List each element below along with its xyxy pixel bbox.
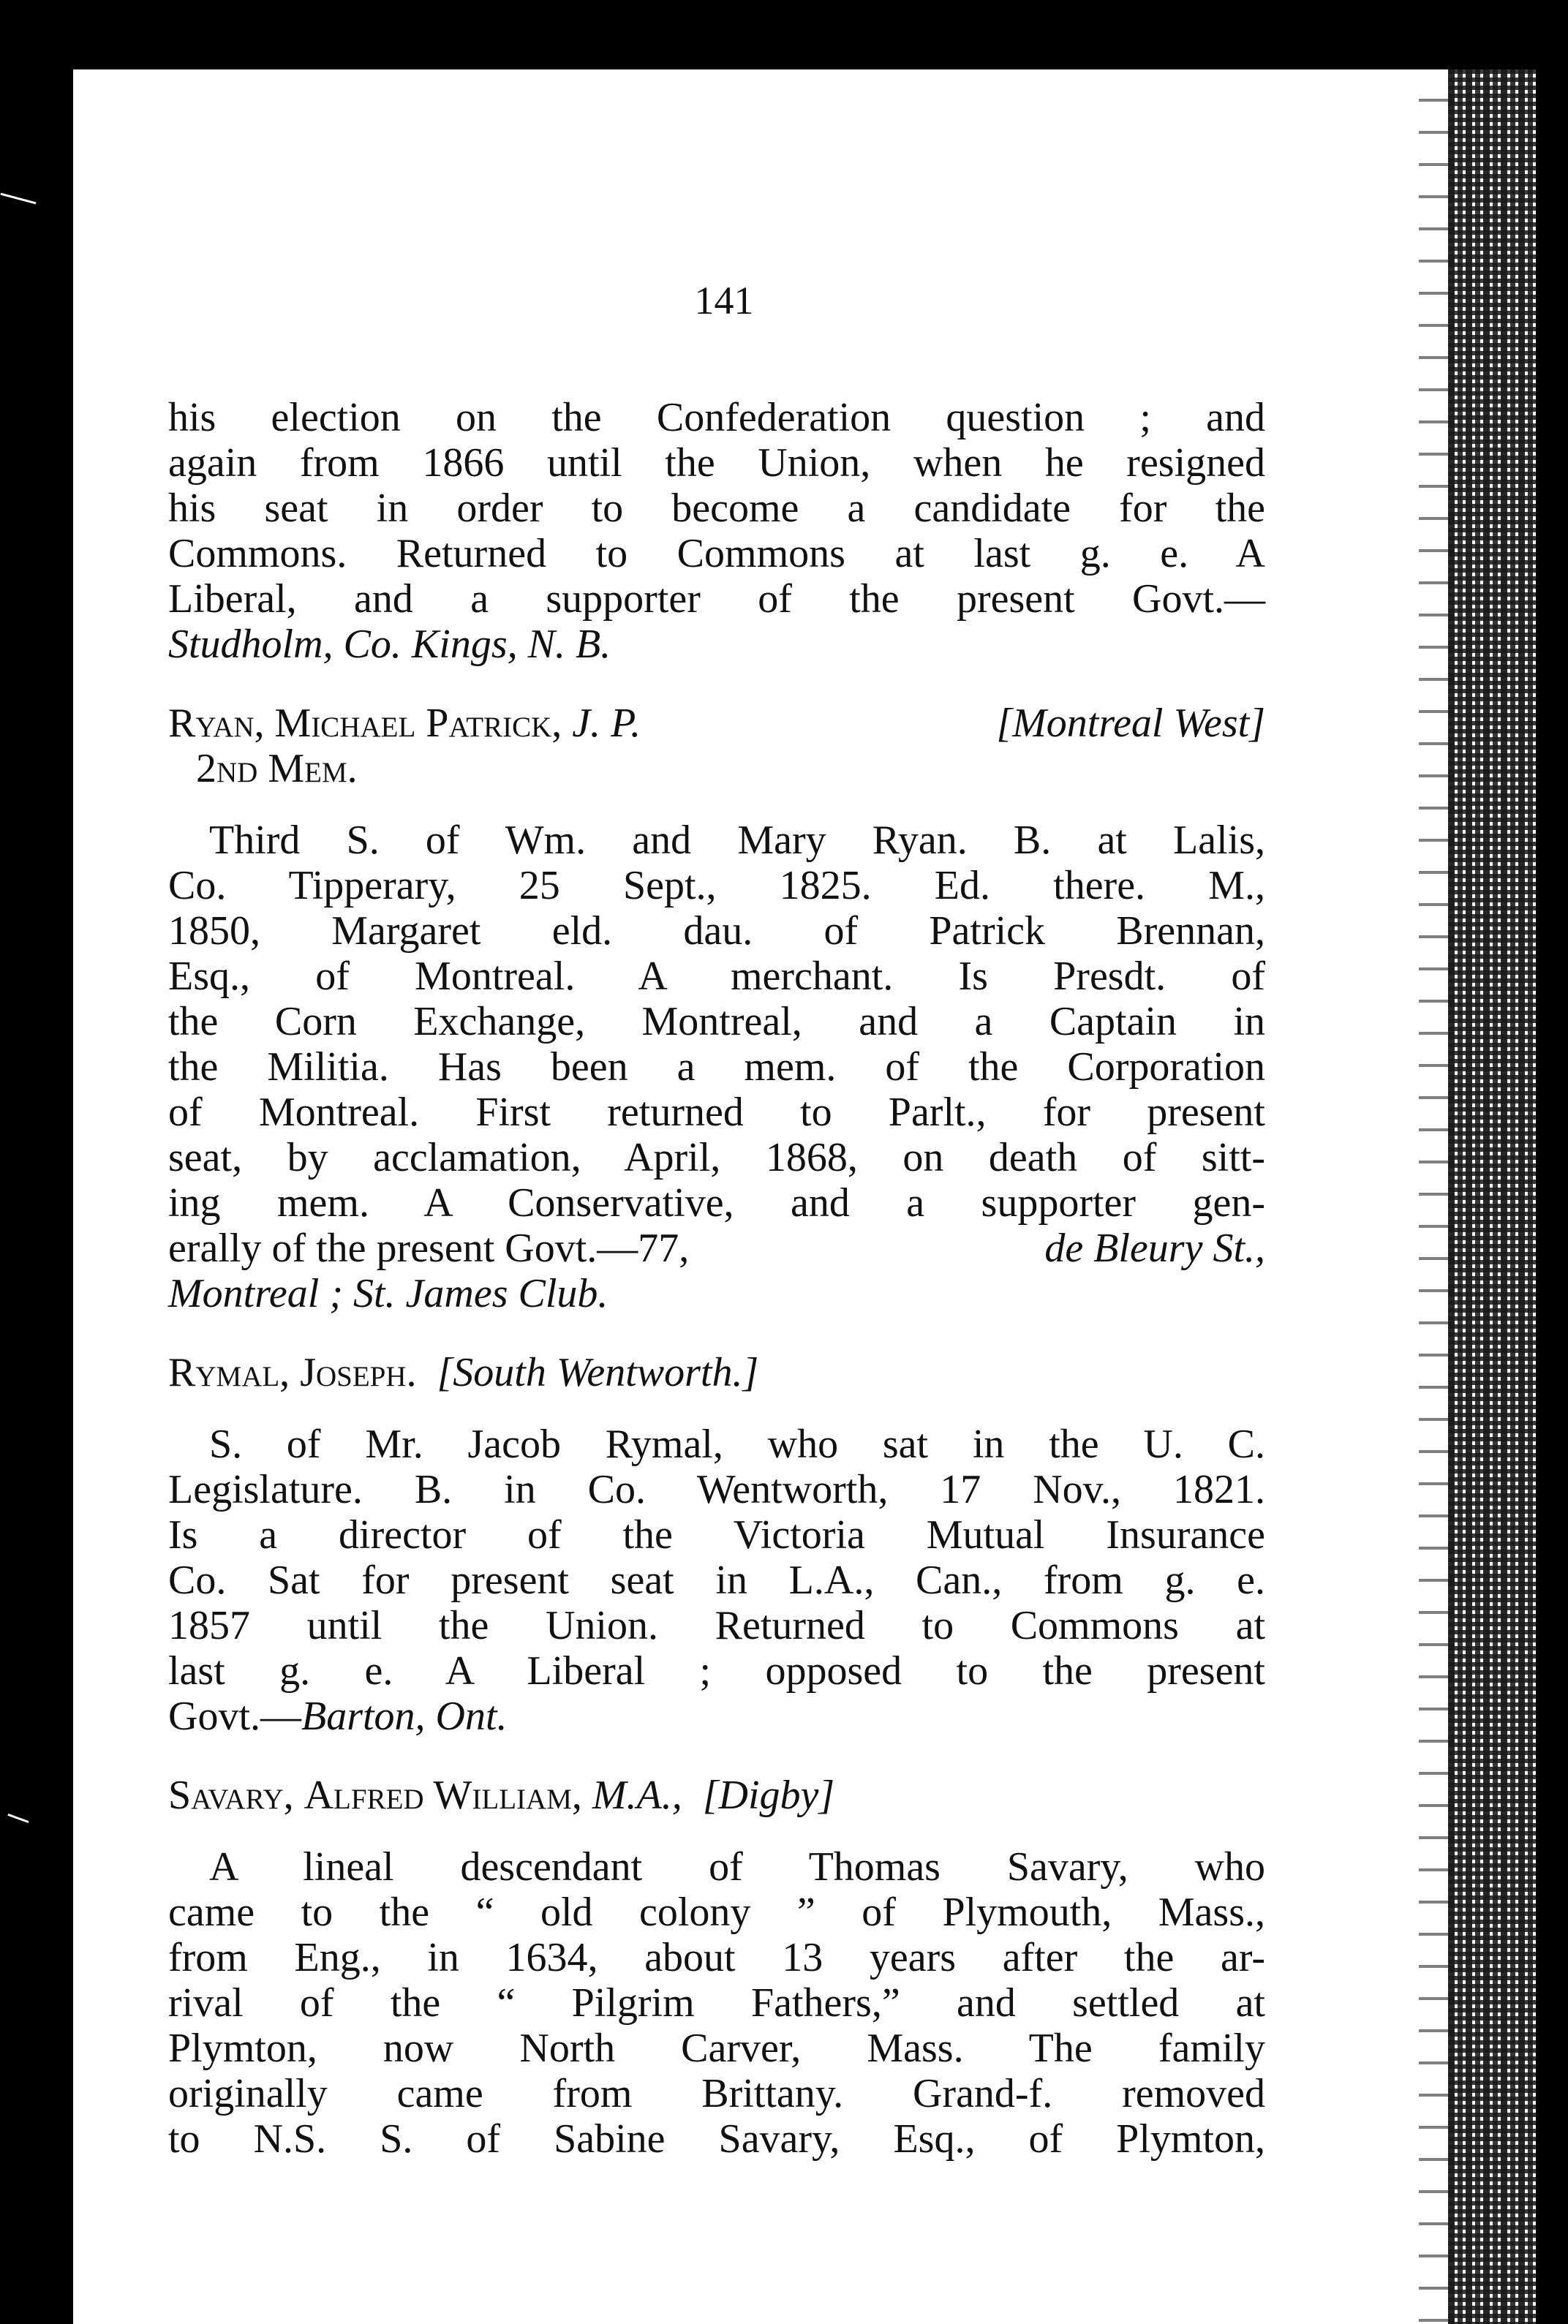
page-text [168,278,1265,2162]
book-page [73,69,1536,2324]
text-line: Esq., of Montreal. A merchant. Is Presdt. of [168,954,1265,999]
text-line: Co. Tipperary, 25 Sept., 1825. Ed. there. M., [168,863,1265,908]
text-line: Legislature. B. in Co. Wentworth, 17 Nov., 1821. [168,1467,1265,1512]
address-text: Montreal ; St. James Club. [168,1271,608,1316]
entry-continuation [168,395,1265,667]
heading-row [168,1350,1265,1395]
text-line [168,1226,1265,1271]
text-line: Plymton, now North Carver, Mass. The family [168,2026,1265,2071]
entry-body-ryan [168,818,1265,1316]
text-line: again from 1866 until the Union, when he resigned [168,440,1265,486]
text-line: Liberal, and a supporter of the present Govt.— [168,576,1265,622]
heading-name [168,701,641,746]
text-line: seat, by acclamation, April, 1868, on death of sitt- [168,1135,1265,1180]
text-line: Commons. Returned to Commons at last g. e. A [168,531,1265,576]
given-names: Joseph. [300,1350,417,1395]
entry-heading-savary [168,1773,1265,1818]
address-text: Barton, Ont. [301,1694,508,1739]
scan-artifact-mark [7,1814,29,1823]
entry-body-savary [168,1844,1265,2162]
member-note: 2nd Mem. [196,746,358,791]
text-line: the Militia. Has been a mem. of the Corporation [168,1044,1265,1090]
text-line: Is a director of the Victoria Mutual Insurance [168,1512,1265,1558]
entry-address [168,1694,1265,1739]
given-names: Michael Patrick, [274,701,562,746]
entry-heading-rymal [168,1350,1265,1395]
text-line: from Eng., in 1634, about 13 years after the ar- [168,1935,1265,1980]
text-line: A lineal descendant of Thomas Savary, who [209,1844,1265,1890]
text-line: Co. Sat for present seat in L.A., Can., from g. e. [168,1558,1265,1603]
text-line: last g. e. A Liberal ; opposed to the present [168,1648,1265,1694]
honorific: M.A., [592,1773,682,1818]
surname: Rymal, [168,1350,290,1395]
text-line: his election on the Confederation question ; and [168,395,1265,440]
heading-row [168,701,1265,746]
text-line: came to the “ old colony ” of Plymouth, Mass., [168,1890,1265,1935]
text-line: 1857 until the Union. Returned to Commons at [168,1603,1265,1648]
entry-heading-ryan [168,701,1265,791]
entry-address [168,1271,1265,1316]
text-line: originally came from Brittany. Grand-f. removed [168,2071,1265,2116]
text-line: ing mem. A Conservative, and a supporter gen- [168,1180,1265,1226]
honorific: J. P. [572,701,641,746]
heading-row [168,1773,1265,1818]
surname: Savary, [168,1773,294,1818]
text-line: the Corn Exchange, Montreal, and a Captain in [168,999,1265,1044]
address-text: Studholm, Co. Kings, N. B. [168,622,611,667]
text-segment: erally of the present Govt.—77, [168,1226,690,1271]
scan-spine-shadow [1448,69,1536,2324]
text-line: to N.S. S. of Sabine Savary, Esq., of Plymton, [168,2116,1265,2162]
page-number: 141 [694,279,754,322]
text-line: rival of the “ Pilgrim Fathers,” and settled at [168,1980,1265,2026]
constituency: [South Wentworth.] [437,1350,759,1395]
text-line: his seat in order to become a candidate for the [168,486,1265,531]
address-text: de Bleury St., [1044,1226,1265,1271]
text-line: 1850, Margaret eld. dau. of Patrick Brennan, [168,908,1265,954]
scan-artifact-mark [0,193,36,205]
entry-address [168,622,1265,667]
given-names: Alfred William, [304,1773,582,1818]
constituency: [Montreal West] [996,701,1265,746]
scan-left-border [40,69,73,2324]
constituency: [Digby] [702,1773,835,1818]
text-segment: Govt.— [168,1694,301,1739]
entry-body-rymal [168,1422,1265,1739]
text-line: of Montreal. First returned to Parlt., for present [168,1090,1265,1135]
text-line: S. of Mr. Jacob Rymal, who sat in the U. C. [209,1422,1265,1467]
surname: Ryan, [168,701,265,746]
text-line: Third S. of Wm. and Mary Ryan. B. at Lalis, [209,818,1265,863]
